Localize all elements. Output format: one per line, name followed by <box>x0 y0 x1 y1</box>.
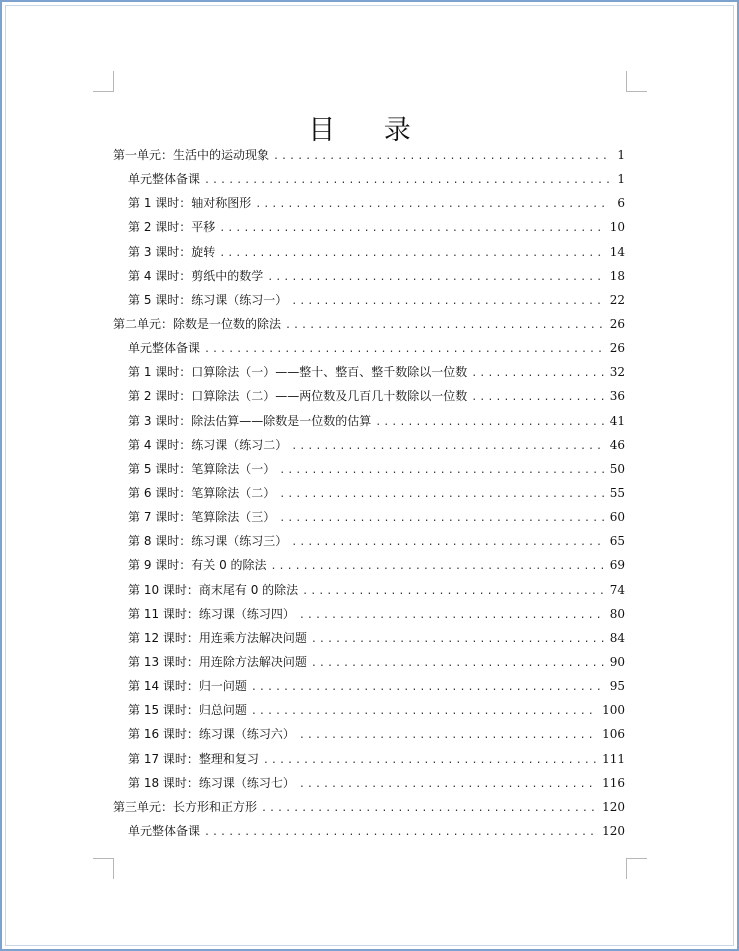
toc-dot-leader <box>471 362 605 386</box>
toc-dot-leader <box>291 435 605 459</box>
toc-lesson-entry[interactable] <box>113 771 625 795</box>
toc-entry-label: 第 5 课时：笔算除法（一） <box>128 461 276 476</box>
toc-dot-leader <box>279 483 605 507</box>
toc-page-number: 69 <box>609 558 625 573</box>
toc-entry-label: 第 2 课时：平移 <box>128 220 216 235</box>
toc-lesson-entry[interactable] <box>113 288 625 312</box>
toc-entry-label: 第 2 课时：口算除法（二）——两位数及几百几十数除以一位数 <box>128 389 468 404</box>
toc-entry-label: 第三单元：长方形和正方形 <box>113 799 258 814</box>
toc-page-number: 120 <box>602 823 625 838</box>
toc-entry-label: 第 12 课时：用连乘方法解决问题 <box>128 630 307 645</box>
toc-page-number: 50 <box>609 461 625 476</box>
toc-unit-entry[interactable] <box>113 312 625 336</box>
toc-lesson-entry[interactable] <box>113 553 625 577</box>
toc-entry-label: 第 6 课时：笔算除法（二） <box>128 485 276 500</box>
toc-entry-label: 单元整体备课 <box>128 341 201 356</box>
margin-corner-mark-top-right <box>626 71 647 92</box>
toc-entry-label: 第 3 课时：旋转 <box>128 244 216 259</box>
toc-dot-leader <box>267 266 605 290</box>
toc-page-number: 32 <box>609 365 625 380</box>
toc-page-number: 1 <box>617 172 625 187</box>
toc-dot-leader <box>471 386 605 410</box>
toc-page-number: 95 <box>609 679 625 694</box>
toc-lesson-entry[interactable] <box>113 409 625 433</box>
toc-dot-leader <box>261 797 598 821</box>
toc-page-number: 74 <box>609 582 625 597</box>
toc-page-number: 90 <box>609 654 625 669</box>
toc-entry-label: 第 17 课时：整理和复习 <box>128 751 259 766</box>
toc-page-number: 10 <box>609 220 625 235</box>
toc-page-number: 46 <box>609 437 625 452</box>
toc-lesson-entry[interactable] <box>113 240 625 264</box>
toc-entry-label: 第一单元：生活中的运动现象 <box>113 148 270 162</box>
toc-dot-leader <box>291 531 605 555</box>
toc-page-number: 18 <box>609 268 625 283</box>
toc-page-number: 22 <box>609 292 625 307</box>
toc-lesson-entry[interactable] <box>113 602 625 626</box>
toc-entry-label: 第 18 课时：练习课（练习七） <box>128 775 295 790</box>
toc-entry-label: 第 4 课时：剪纸中的数学 <box>128 268 264 283</box>
toc-lesson-entry[interactable] <box>113 698 625 722</box>
toc-page-number: 41 <box>609 413 625 428</box>
toc-dot-leader <box>204 169 609 193</box>
toc-entry-label: 第 13 课时：用连除方法解决问题 <box>128 654 307 669</box>
toc-page-number: 60 <box>609 510 625 525</box>
toc-lesson-entry[interactable] <box>113 264 625 288</box>
toc-page-number: 14 <box>609 244 625 259</box>
table-of-contents <box>113 143 625 843</box>
toc-dot-leader <box>279 507 605 531</box>
toc-page-number: 84 <box>609 630 625 645</box>
toc-dot-leader <box>219 217 605 241</box>
toc-page-number: 111 <box>602 751 625 766</box>
toc-lesson-entry[interactable] <box>113 578 625 602</box>
toc-entry-label: 第 7 课时：笔算除法（三） <box>128 510 276 525</box>
toc-unit-entry[interactable] <box>113 795 625 819</box>
toc-entry-label: 第 8 课时：练习课（练习三） <box>128 534 288 549</box>
toc-dot-leader <box>299 773 598 797</box>
toc-dot-leader <box>204 338 606 362</box>
toc-page-number: 6 <box>617 196 625 211</box>
margin-corner-mark-bottom-right <box>626 858 647 879</box>
toc-entry-label: 第 1 课时：轴对称图形 <box>128 196 252 211</box>
toc-entry-label: 第 15 课时：归总问题 <box>128 703 247 718</box>
toc-entry-label: 第 3 课时：除法估算——除数是一位数的估算 <box>128 413 372 428</box>
toc-page-number: 55 <box>609 485 625 500</box>
toc-page-number: 116 <box>602 775 625 790</box>
toc-lesson-entry[interactable] <box>113 360 625 384</box>
toc-page-number: 100 <box>602 703 625 718</box>
toc-dot-leader <box>263 749 598 773</box>
toc-dot-leader <box>302 580 606 604</box>
toc-entry-label: 第 16 课时：练习课（练习六） <box>128 727 295 742</box>
margin-corner-mark-bottom-left <box>93 858 114 879</box>
toc-dot-leader <box>375 411 605 435</box>
toc-dot-leader <box>279 459 605 483</box>
toc-lesson-entry[interactable] <box>113 215 625 239</box>
toc-entry-label: 第 4 课时：练习课（练习二） <box>128 437 288 452</box>
toc-dot-leader <box>273 145 609 169</box>
toc-lesson-entry[interactable] <box>113 747 625 771</box>
toc-lesson-entry[interactable] <box>113 336 625 360</box>
toc-entry-label: 第 14 课时：归一问题 <box>128 679 247 694</box>
toc-entry-label: 第 1 课时：口算除法（一）——整十、整百、整千数除以一位数 <box>128 365 468 380</box>
toc-lesson-entry[interactable] <box>113 819 625 843</box>
toc-lesson-entry[interactable] <box>113 674 625 698</box>
toc-lesson-entry[interactable] <box>113 722 625 746</box>
toc-entry-label: 单元整体备课 <box>128 823 201 838</box>
toc-dot-leader <box>255 193 609 217</box>
toc-dot-leader <box>271 555 606 579</box>
toc-lesson-entry[interactable] <box>113 191 625 215</box>
toc-dot-leader <box>311 628 606 652</box>
toc-dot-leader <box>291 290 605 314</box>
toc-page-number: 36 <box>609 389 625 404</box>
toc-entry-label: 第 5 课时：练习课（练习一） <box>128 292 288 307</box>
toc-dot-leader <box>204 821 598 845</box>
toc-lesson-entry[interactable] <box>113 529 625 553</box>
toc-page-number: 26 <box>609 341 625 356</box>
toc-dot-leader <box>285 314 606 338</box>
toc-dot-leader <box>299 724 598 748</box>
toc-page-number: 106 <box>602 727 625 742</box>
toc-lesson-entry[interactable] <box>113 384 625 408</box>
toc-unit-entry[interactable] <box>113 143 625 167</box>
toc-entry-label: 单元整体备课 <box>128 172 201 187</box>
toc-title: 目 录 <box>308 115 431 146</box>
toc-page-number: 26 <box>609 316 625 331</box>
toc-page-number: 80 <box>609 606 625 621</box>
toc-page-number: 1 <box>617 148 625 162</box>
toc-lesson-entry[interactable] <box>113 457 625 481</box>
margin-corner-mark-top-left <box>93 71 114 92</box>
toc-page-number: 65 <box>609 534 625 549</box>
toc-lesson-entry[interactable] <box>113 650 625 674</box>
toc-entry-label: 第 11 课时：练习课（练习四） <box>128 606 295 621</box>
toc-entry-label: 第 9 课时：有关 0 的除法 <box>128 558 267 573</box>
toc-dot-leader <box>251 676 606 700</box>
toc-lesson-entry[interactable] <box>113 433 625 457</box>
toc-lesson-entry[interactable] <box>113 167 625 191</box>
toc-entry-label: 第二单元：除数是一位数的除法 <box>113 316 282 331</box>
toc-lesson-entry[interactable] <box>113 505 625 529</box>
toc-dot-leader <box>311 652 606 676</box>
toc-page-number: 120 <box>602 799 625 814</box>
toc-dot-leader <box>299 604 606 628</box>
toc-dot-leader <box>251 700 598 724</box>
toc-dot-leader <box>219 242 605 266</box>
toc-lesson-entry[interactable] <box>113 481 625 505</box>
toc-entry-label: 第 10 课时：商末尾有 0 的除法 <box>128 582 299 597</box>
toc-lesson-entry[interactable] <box>113 626 625 650</box>
